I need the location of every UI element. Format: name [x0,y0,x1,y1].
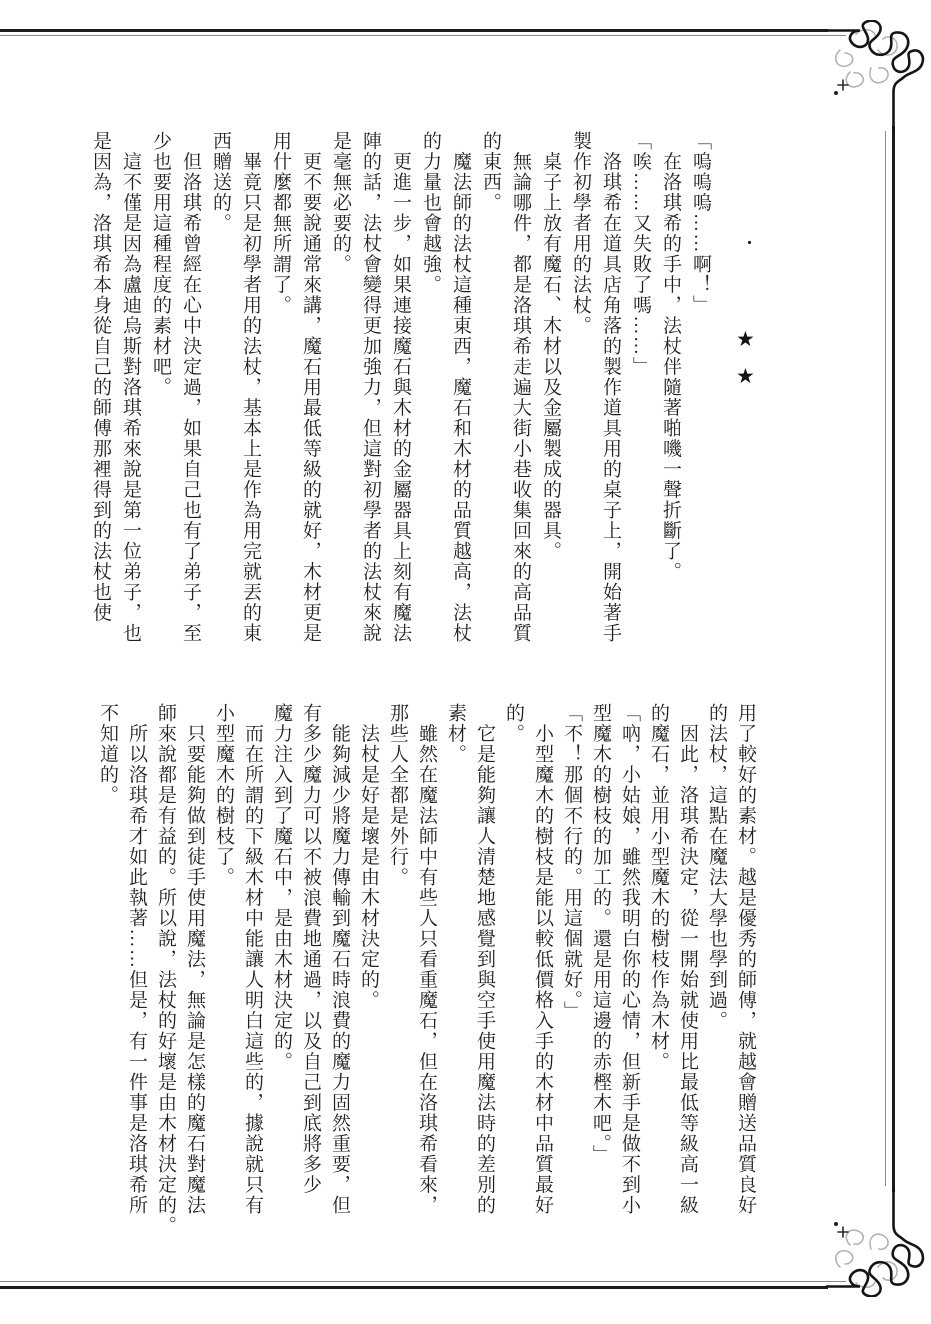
text-column: 所以洛琪希才如此執著……但是，有一件事是洛琪希所 [126,703,147,1216]
text-column: 但洛琪希曾經在心中決定過，如果自己也有了弟子，至 [180,131,201,644]
text-column: 用什麼都無所謂了。 [270,131,291,316]
text-column: 法杖是好是壞是由木材決定的。 [358,703,379,1011]
text-column: 因此，洛琪希決定，從一開始就使用比最低等級高一級 [677,703,698,1216]
text-column: 不知道的。 [97,703,118,806]
text-column: 的。 [503,703,524,744]
text-column: 是因為，洛琪希本身從自己的師傅那裡得到的法杖也使 [90,131,111,623]
text-column: 無論哪件，都是洛琪希走遍大街小巷收集回來的高品質 [510,131,531,644]
text-column: 魔法師的法杖這種東西，魔石和木材的品質越高，法杖 [450,131,471,644]
frame-right-inner-line [885,131,886,1186]
scene-break-divider [735,228,763,398]
text-column: 魔力注入到了魔石中，是由木材決定的。 [271,703,292,1072]
divider-dot: ・ [741,234,758,253]
corner-flourish-icon [826,20,931,130]
text-column: 的魔石，並用小型魔木的樹枝作為木材。 [648,703,669,1072]
text-column: 「不！那個不行的。用這個就好。」 [561,703,582,1022]
text-column: 在洛琪希的手中，法杖伴隨著啪嘰一聲折斷了。 [660,131,681,582]
text-column: 「吶，小姑娘，雖然我明白你的心情，但新手是做不到小 [619,703,640,1216]
text-column: 那些人全都是外行。 [387,703,408,888]
text-column: 小型魔木的樹枝了。 [213,703,234,888]
text-column: 素材。 [445,703,466,765]
text-column: 小型魔木的樹枝是能以較低價格入手的木材中品質最好 [532,703,553,1216]
text-column: 這不僅是因為盧迪烏斯對洛琪希來說是第一位弟子，也 [120,131,141,644]
text-column: 更進一步，如果連接魔石與木材的金屬器具上刻有魔法 [390,131,411,644]
divider-star-icon: ★ [736,327,755,351]
text-column: 用了較好的素材。越是優秀的師傅，就越會贈送品質良好 [735,703,756,1216]
bottom-text-block [93,703,760,1236]
text-column: 「唉……又失敗了嗎……」 [630,131,651,377]
text-column: 西贈送的。 [210,131,231,234]
text-column: 的東西。 [480,131,501,213]
frame-right-outer-line [892,126,895,1192]
text-column: 桌子上放有魔石、木材以及金屬製成的器具。 [540,131,561,562]
text-column: 的力量也會越強。 [420,131,441,295]
text-column: 製作初學者用的法杖。 [570,131,591,336]
text-column: 是毫無必要的。 [330,131,351,275]
frame-bottom-outer-line [0,1286,828,1289]
text-column: 型魔木的樹枝的加工的。還是用這邊的赤樫木吧。」 [590,703,611,1165]
text-column: 有多少魔力可以不被浪費地通過，以及自己到底將多少 [300,703,321,1195]
frame-top-inner-line [0,35,846,36]
text-column: 師來說都是有益的。所以說，法杖的好壞是由木材決定的。 [155,703,176,1236]
text-column: 能夠減少將魔力傳輸到魔石時浪費的魔力固然重要，但 [329,703,350,1216]
text-column: 少也要用這種程度的素材吧。 [150,131,171,398]
text-column: 陣的話，法杖會變得更加強力，但這對初學者的法杖來說 [360,131,381,644]
text-column: 它是能夠讓人清楚地感覺到與空手使用魔法時的差別的 [474,703,495,1216]
text-column: 雖然在魔法師中有些人只看重魔石，但在洛琪希看來， [416,703,437,1216]
text-column: 而在所謂的下級木材中能讓人明白這些的，據說就只有 [242,703,263,1216]
text-column: 的法杖，這點在魔法大學也學到過。 [706,703,727,1031]
frame-bottom-inner-line [0,1281,846,1282]
text-column: 洛琪希在道具店角落的製作道具用的桌子上，開始著手 [600,131,621,644]
text-column: 更不要說通常來講，魔石用最低等級的就好，木材更是 [300,131,321,644]
text-column: 畢竟只是初學者用的法杖，基本上是作為用完就丟的東 [240,131,261,644]
corner-flourish-icon [826,1187,931,1297]
text-column: 只要能夠做到徒手使用魔法，無論是怎樣的魔石對魔法 [184,703,205,1216]
text-column: 「嗚嗚嗚……啊！」 [690,131,711,316]
frame-top-outer-line [0,29,828,32]
divider-star-icon: ★ [736,364,755,388]
top-text-block [85,131,715,647]
